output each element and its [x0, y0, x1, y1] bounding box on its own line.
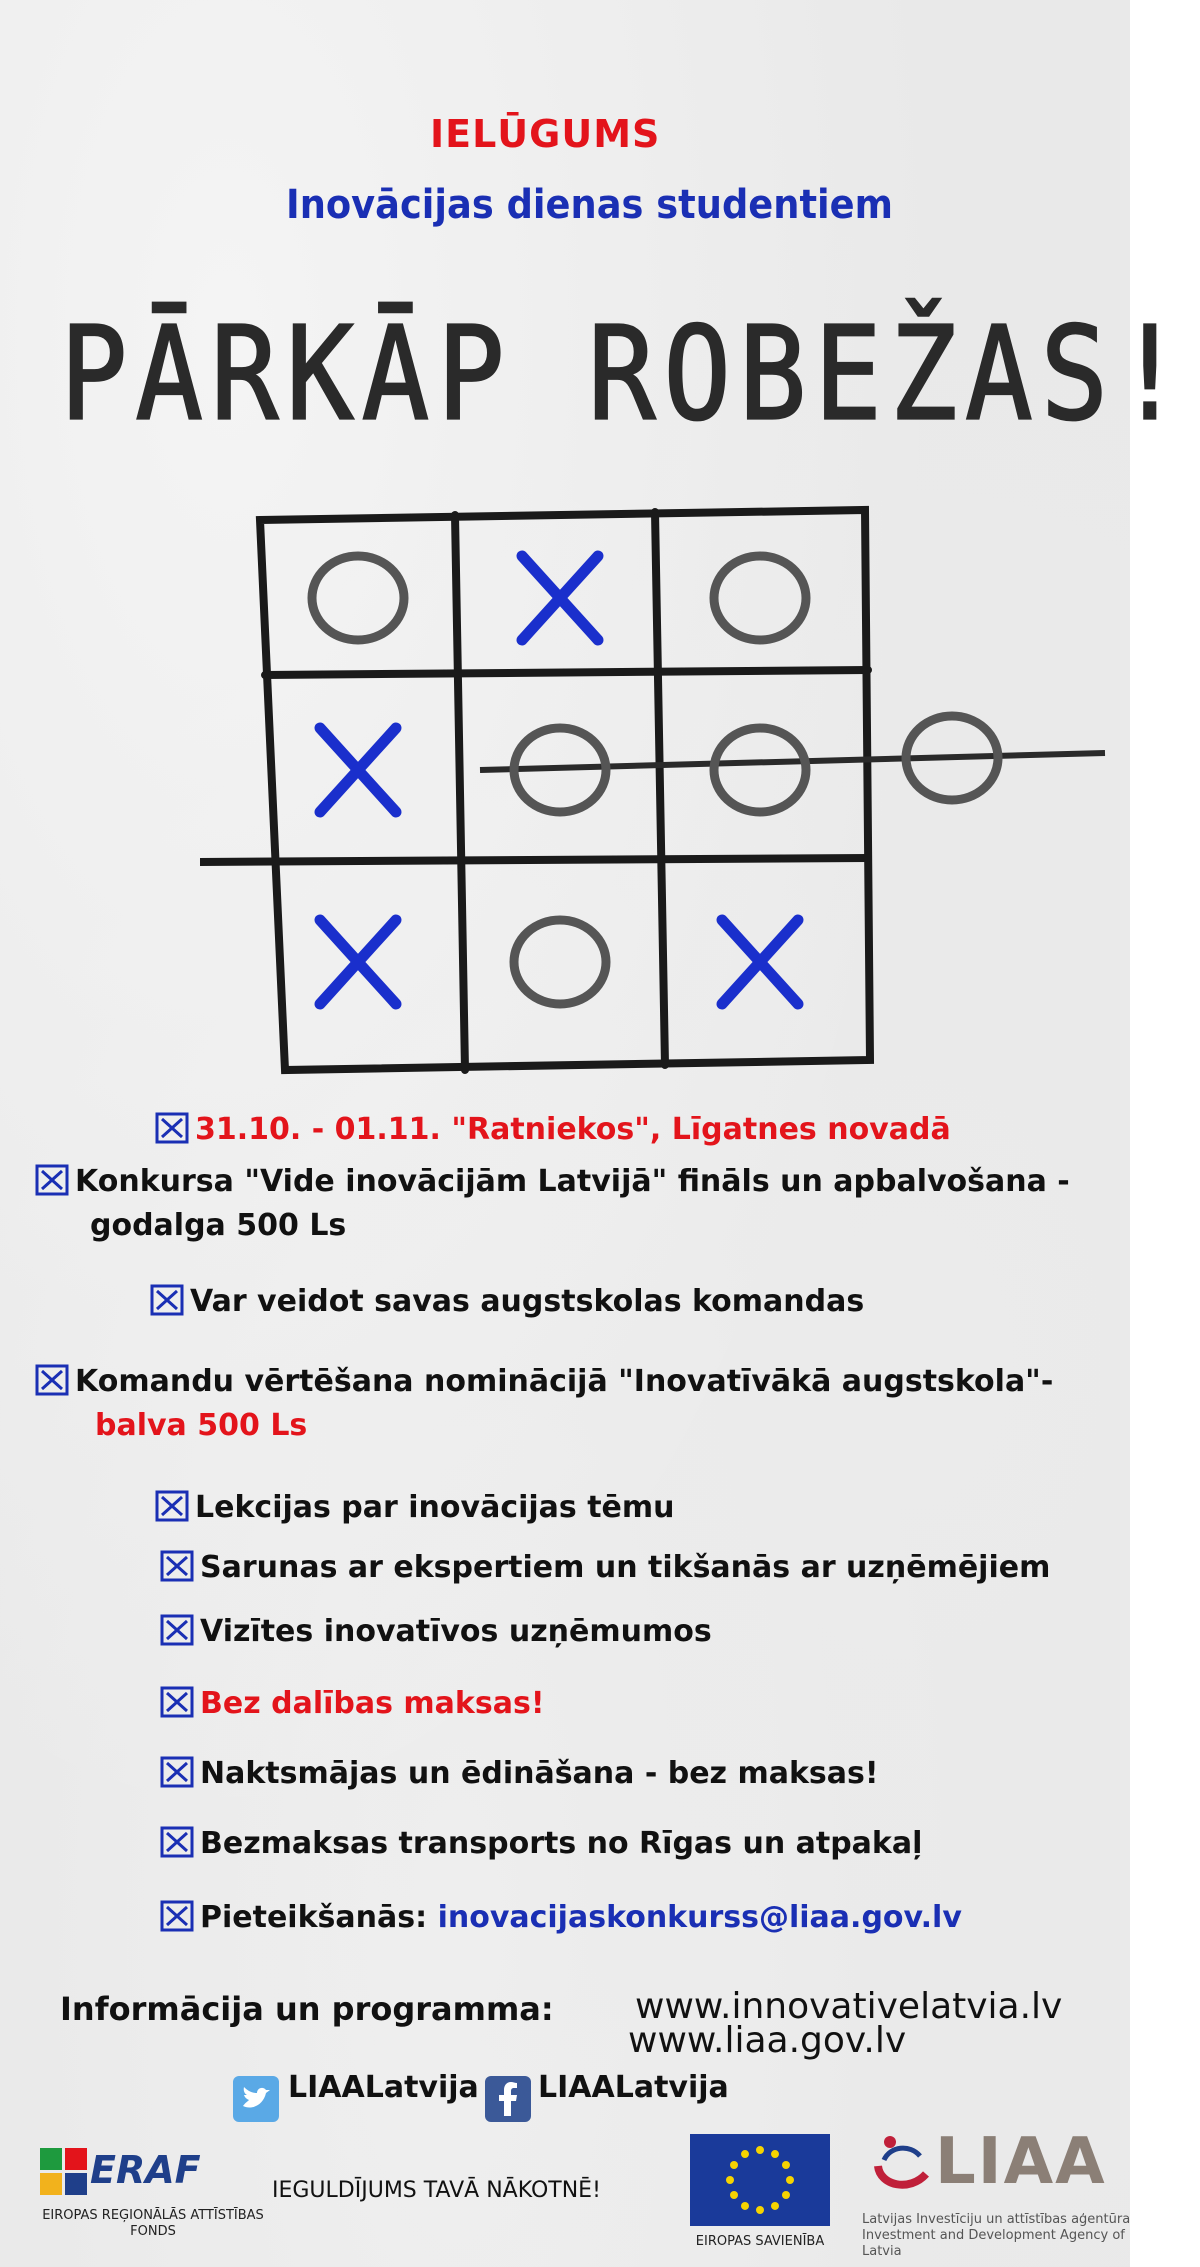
checkbox-icon: [35, 1364, 69, 1396]
checkbox-icon: [160, 1826, 194, 1858]
checkbox-icon: [160, 1900, 194, 1932]
facebook-icon[interactable]: [485, 2076, 531, 2122]
o-mark-cell-7: [514, 920, 606, 1004]
eu-star: [756, 2146, 764, 2154]
eu-star: [730, 2161, 738, 2169]
o-mark-cell-0: [312, 556, 404, 640]
x-mark-cell-8: [722, 920, 798, 1004]
event-subtitle: Inovācijas dienas studentiem: [286, 182, 893, 228]
url-innovativelatvia[interactable]: www.innovativelatvia.lv: [635, 1986, 1063, 2027]
checkbox-icon: [160, 1550, 194, 1582]
url-liaa[interactable]: www.liaa.gov.lv: [628, 2020, 907, 2061]
x-mark-cell-6: [320, 920, 396, 1004]
bullet-dates-text: 31.10. - 01.11. "Ratniekos", Līgatnes novadā: [195, 1112, 951, 1147]
liaa-subtitle: Latvijas Investīciju un attīstības aģentūra Investment and Development Agency of Latvia: [862, 2212, 1131, 2259]
bullet-transport: [160, 1822, 922, 1866]
bullet-free: [160, 1682, 545, 1726]
invite-heading: IELŪGUMS: [430, 112, 661, 156]
checkbox-icon: [160, 1756, 194, 1788]
checkbox-icon: [155, 1490, 189, 1522]
x-mark-cell-1: [522, 556, 598, 640]
checkbox-icon: [150, 1284, 184, 1316]
twitter-handle[interactable]: LIAALatvija: [288, 2070, 479, 2105]
bullet-teams: [150, 1280, 864, 1324]
info-label: Informācija un programma:: [60, 1990, 554, 2028]
bullet-contest-line1: Konkursa "Vide inovācijām Latvijā" fināls un apbalvošana -: [75, 1164, 1070, 1199]
bullet-transport-text: Bezmaksas transports no Rīgas un atpakaļ: [200, 1826, 923, 1861]
eu-star: [786, 2176, 794, 2184]
bullet-teams-text: Var veidot savas augstskolas komandas: [190, 1284, 865, 1319]
x-mark-cell-3: [320, 728, 396, 812]
o-mark-cell-2: [714, 556, 806, 640]
o-mark-cell-5: [714, 728, 806, 812]
bullet-dates: [155, 1108, 951, 1152]
bullet-free-text: Bez dalības maksas!: [200, 1686, 545, 1721]
eu-label: EIROPAS SAVIENĪBA: [695, 2234, 825, 2249]
bullet-contest: [35, 1160, 1070, 1248]
eu-star: [741, 2150, 749, 2158]
bullet-accommodation: [160, 1752, 879, 1796]
bullet-evaluation: [35, 1360, 1053, 1448]
liaa-logo-mark: [870, 2128, 936, 2198]
eraf-subtitle: EIROPAS REĢIONĀLĀS ATTĪSTĪBAS FONDS: [42, 2208, 264, 2239]
liaa-logo-text: LIAA: [935, 2125, 1107, 2199]
bullet-talks: [160, 1546, 1050, 1590]
twitter-icon[interactable]: [233, 2076, 279, 2122]
bullet-talks-text: Sarunas ar ekspertiem un tikšanās ar uzņēmējiem: [200, 1550, 1051, 1585]
eu-star: [771, 2202, 779, 2210]
eu-star: [782, 2161, 790, 2169]
tic-tac-toe-board: [200, 470, 1120, 1080]
checkbox-icon: [160, 1614, 194, 1646]
eu-star: [726, 2176, 734, 2184]
facebook-handle[interactable]: LIAALatvija: [538, 2070, 729, 2105]
eu-star: [730, 2191, 738, 2199]
bullet-evaluation-line1: Komandu vērtēšana nominācijā "Inovatīvākā augstskola"-: [75, 1364, 1054, 1399]
eraf-logo-text: ERAF: [90, 2148, 201, 2192]
bullet-visits-text: Vizītes inovatīvos uzņēmumos: [200, 1614, 712, 1649]
bullet-evaluation-line2: balva 500 Ls: [95, 1408, 308, 1443]
checkbox-icon: [35, 1164, 69, 1196]
bullet-lectures: [155, 1486, 675, 1530]
apply-label: Pieteikšanās:: [200, 1900, 428, 1935]
eu-star: [741, 2202, 749, 2210]
checkbox-icon: [155, 1112, 189, 1144]
eu-star: [771, 2150, 779, 2158]
eu-star: [756, 2206, 764, 2214]
eu-star: [782, 2191, 790, 2199]
bullet-apply: [160, 1896, 962, 1940]
main-title: PĀRKĀP ROBEŽAS!: [60, 300, 1192, 450]
eraf-logo-mark: [40, 2148, 90, 2198]
checkbox-icon: [160, 1686, 194, 1718]
bullet-lectures-text: Lekcijas par inovācijas tēmu: [195, 1490, 675, 1525]
apply-email-link[interactable]: inovacijaskonkurss@liaa.gov.lv: [437, 1900, 962, 1935]
bullet-accommodation-text: Naktsmājas un ēdināšana - bez maksas!: [200, 1756, 879, 1791]
bullet-visits: [160, 1610, 712, 1654]
bullet-contest-line2: godalga 500 Ls: [90, 1208, 347, 1243]
eu-flag: [690, 2134, 830, 2226]
slogan: IEGULDĪJUMS TAVĀ NĀKOTNĒ!: [272, 2178, 601, 2203]
